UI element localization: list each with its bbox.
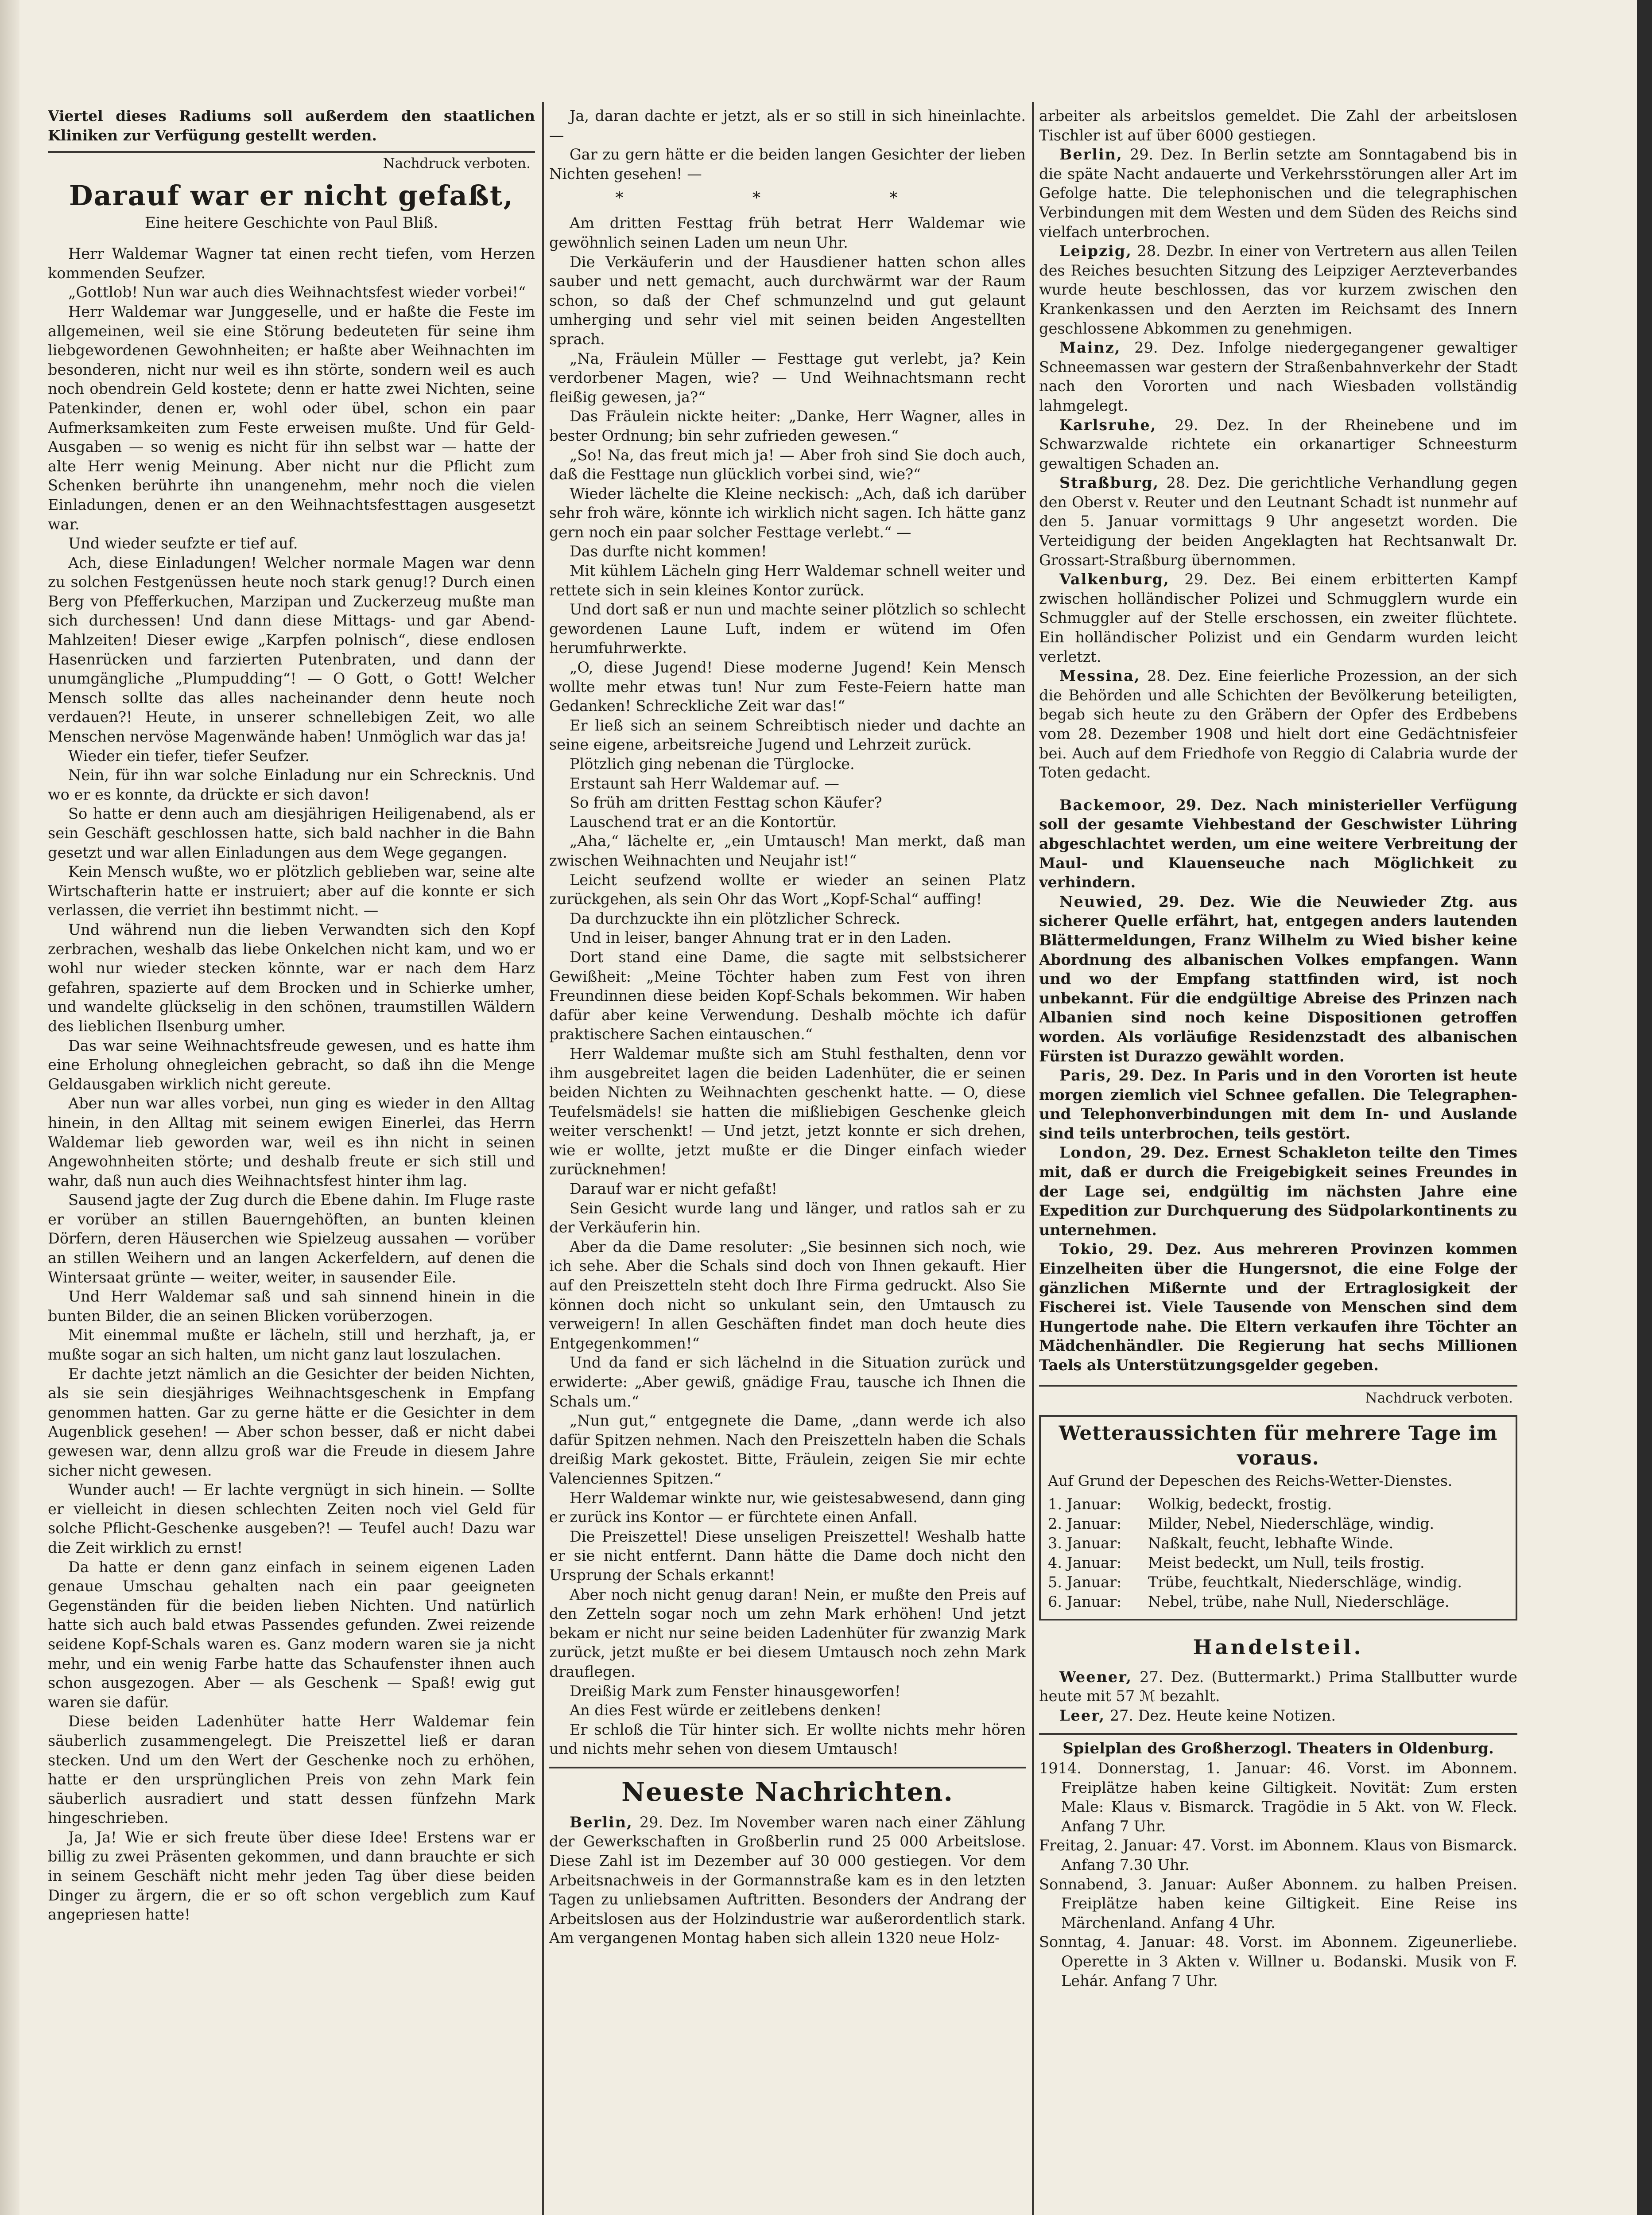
news-city: Leipzig, bbox=[1059, 242, 1132, 260]
weather-row bbox=[1045, 1573, 1511, 1592]
news-text: 29. Dez. Ernest Schakleton teilte den Times mit, daß er durch die Freigebigkeit seines Freundes in der Lage sei, endgültig im nächsten Jahre eine Expedition zur Durchquerung des Südpolarkontinents zu unternehmen. bbox=[1039, 1144, 1517, 1239]
news-text: 29. Dez. Aus mehreren Provinzen kommen Einzelheiten über die Hungersnot, die eine Folge der gänzlichen Mißernte und der Ertraglosigkeit der Fischerei ist. Viele Tausende von Menschen sind dem Hungertode nahe. Die Eltern verkaufen ihre Töchter an Mädchenhändler. Die Regierung hat sechs Millionen Taels als Unterstützungsgelder gegeben. bbox=[1039, 1240, 1517, 1374]
story-paragraph: Und dort saß er nun und machte seiner plötzlich so schlecht gewordenen Laune Luft, indem er wütend im Ofen herumfuhrwerkte. bbox=[549, 601, 1026, 657]
page-edge-right bbox=[1637, 0, 1652, 2215]
theater-entry: Sonnabend, 3. Januar: Außer Abonnem. zu halben Preisen. Freiplätze haben keine Giltigkeit. Eine Reise ins Märchenland. Anfang 4 Uhr. bbox=[1039, 1875, 1517, 1931]
radium-notice: Viertel dieses Radiums soll außerdem den staatlichen Kliniken zur Verfügung gestellt werden. bbox=[48, 107, 535, 144]
trade-city: Weener, bbox=[1059, 1668, 1132, 1686]
news-text: 29. Dez. In Berlin setzte am Sonntagabend bis in die späte Nacht andauerte und Verkehrsstörungen aller Art im Gefolge hatte. Die telephonischen und die telegraphischen Verbindungen mit dem Westen und dem Süden des Reichs sind vielfach unterbrochen. bbox=[1039, 146, 1517, 241]
story-paragraph: Gar zu gern hätte er die beiden langen Gesichter der lieben Nichten gesehen! — bbox=[549, 146, 1026, 183]
news-city: Straßburg, bbox=[1059, 474, 1159, 492]
news-item bbox=[1039, 241, 1517, 338]
story-paragraph: „O, diese Jugend! Diese moderne Jugend! Kein Mensch wollte mehr etwas tun! Nur zum Feste-Feiern hatte man Gedanken! Schreckliche Zeit war das!“ bbox=[549, 659, 1026, 715]
weather-forecast: Wolkig, bedeckt, frostig. bbox=[1148, 1495, 1332, 1513]
news-item bbox=[1039, 473, 1517, 570]
news-city: Backemoor, bbox=[1059, 796, 1167, 814]
story-paragraph: Wieder lächelte die Kleine neckisch: „Ach, daß ich darüber sehr froh wäre, könnte ich wirklich nicht sagen. Ich hätte ganz gern noch ein paar solcher Festtage verlebt.“ — bbox=[549, 485, 1026, 541]
weather-title: Wetteraussichten für mehrere Tage im voraus. bbox=[1059, 1422, 1498, 1469]
news-text: 28. Dez. Eine feierliche Prozession, an der sich die Behörden und alle Schichten der Bevölkerung beteiligten, begab sich heute zu den Gräbern der Opfer des Erdbebens vom 28. Dezember 1908 und hielt dort eine Gedächtnisfeier bei. Auch auf dem Friedhofe von Reggio di Calabria wurde der Toten gedacht. bbox=[1039, 667, 1517, 781]
reprint-notice: Nachdruck verboten. bbox=[383, 155, 531, 172]
weather-row bbox=[1045, 1514, 1511, 1534]
story-paragraph: Kein Mensch wußte, wo er plötzlich geblieben war, seine alte Wirtschafterin hatte er instruiert; aber auf die konnte er sich verlassen, die verriet ihn bestimmt nicht. — bbox=[48, 863, 535, 919]
weather-row bbox=[1045, 1553, 1511, 1573]
weather-intro: Auf Grund der Depeschen des Reichs-Wetter-Dienstes. bbox=[1048, 1472, 1453, 1489]
story-paragraph: Aber da die Dame resoluter: „Sie besinnen sich noch, wie ich sehe. Aber die Schals sind doch von Ihnen gekauft. Hier auf den Preiszetteln steht doch Ihre Firma gedruckt. Also Sie können doch nicht so unkulant sein, den Umtausch zu verweigern! In allen Geschäften findet man doch heute dies Entgegenkommen!“ bbox=[549, 1238, 1026, 1352]
news-city: Neuwied, bbox=[1059, 893, 1144, 910]
news-item bbox=[1039, 416, 1517, 474]
story-paragraph: So früh am dritten Festtag schon Käufer? bbox=[570, 794, 882, 812]
news-item-berlin bbox=[549, 1813, 1026, 1948]
story-paragraph: Herr Waldemar mußte sich am Stuhl festhalten, denn vor ihm ausgebreitet lagen die beiden Ladenhüter, die er seinen beiden Nichten zu Weihnachten geschenkt hatte. — O, diese Teufelsmädels! sie hatten die mißliebigen Geschenke gleich weiter verschenkt! — Und jetzt, jetzt konnte er sich drehen, wie er wollte, jetzt mußte er die Dinger einfach wieder zurücknehmen! bbox=[549, 1045, 1026, 1178]
story-paragraph: Das durfte nicht kommen! bbox=[570, 543, 767, 560]
column-rule-2 bbox=[1032, 102, 1034, 2215]
news-title: Neueste Nachrichten. bbox=[621, 1776, 954, 1807]
story-paragraph: Mit einemmal mußte er lächeln, still und herzhaft, ja, er mußte sogar an sich halten, um nicht ganz laut loszulachen. bbox=[48, 1326, 535, 1364]
story-title: Darauf war er nicht gefaßt, bbox=[69, 179, 514, 212]
news-text: 29. Dez. In der Rheinebene und im Schwarzwalde richtete ein orkanartiger Schneesturm gewaltigen Schaden an. bbox=[1039, 416, 1517, 472]
news-text: 29. Dez. Im November waren nach einer Zählung der Gewerkschaften in Großberlin rund 25 000 Arbeitslose. Diese Zahl ist im Dezember auf 30 000 gestiegen. Vor dem Arbeitsnachweis in der Gormannstraße kam es in den letzten Tagen zu unliebsamen Auftritten. Besonders der Andrang der Arbeitslosen aus der Holzindustrie war außerordentlich stark. Am vergangenen Montag haben sich allein 1320 neue Holz- bbox=[549, 1813, 1026, 1947]
story-paragraph: An dies Fest würde er zeitlebens denken! bbox=[570, 1702, 882, 1719]
story-paragraph: „Nun gut,“ entgegnete die Dame, „dann werde ich also dafür Spitzen nehmen. Nach den Preiszetteln haben die Schals dreißig Mark gekostet. Bitte, Fräulein, zeigen Sie mir echte Valenciennes Spitzen.“ bbox=[549, 1412, 1026, 1487]
story-paragraph: Er dachte jetzt nämlich an die Gesichter der beiden Nichten, als sie sein diesjähriges Weihnachtsgeschenk in Empfang genommen hatten. Gar zu gerne hätte er die Gesichter in dem Augenblick gesehen! — Aber schon besser, daß er nicht dabei gewesen war, denn allzu groß war die Freude in diesem Jahre sicher nicht gewesen. bbox=[48, 1365, 535, 1479]
weather-forecast: Trübe, feuchtkalt, Niederschläge, windig. bbox=[1148, 1573, 1462, 1591]
story-paragraph: „Gottlob! Nun war auch dies Weihnachtsfest wieder vorbei!“ bbox=[68, 284, 526, 301]
section-stars: * * * bbox=[615, 189, 960, 208]
bold-news-list bbox=[1039, 796, 1517, 1375]
weather-forecast: Nebel, trübe, nahe Null, Niederschläge. bbox=[1148, 1593, 1450, 1610]
news-city: Valkenburg, bbox=[1059, 571, 1170, 588]
story-paragraph: Nein, für ihn war solche Einladung nur ein Schrecknis. Und wo er es konnte, da drückte er sich davon! bbox=[48, 766, 535, 803]
weather-forecast: Milder, Nebel, Niederschläge, windig. bbox=[1148, 1515, 1435, 1532]
story-paragraph: Diese beiden Ladenhüter hatte Herr Waldemar fein säuberlich zusammengelegt. Die Preiszettel ließ er daran stecken. Und um den Wert der Geschenke noch zu erhöhen, hatte er den ursprünglichen Preis von zehn Mark fein säuberlich ausradiert und statt dessen fünfzehn Mark hingeschrieben. bbox=[48, 1713, 535, 1827]
story-paragraph: Erstaunt sah Herr Waldemar auf. — bbox=[570, 774, 839, 792]
story-paragraph: Aber nun war alles vorbei, nun ging es wieder in den Alltag hinein, in den Alltag mit seinem ewigen Einerlei, das Herrn Waldemar lieb geworden war, weil es ihn nicht in seinen Angewohnheiten störte; und deshalb freute er sich still und wahr, daß nun auch dies Weihnachtsfest hinter ihm lag. bbox=[48, 1095, 535, 1189]
news-text: 28. Dez. Die gerichtliche Verhandlung gegen den Oberst v. Reuter und den Leutnant Schadt ist nunmehr auf den 5. Januar vormittags 9 Uhr angesetzt worden. Die Verteidigung der beiden Angeklagten hat Rechtsanwalt Dr. Grossart-Straßburg übernommen. bbox=[1039, 474, 1517, 569]
weather-row bbox=[1045, 1592, 1511, 1612]
story-paragraph: Da hatte er denn ganz einfach in seinem eigenen Laden genaue Umschau gehalten nach ein paar geeigneten Gegenständen für die beiden lieben Nichten. Und natürlich hatte sich auch bald etwas Passendes gefunden. Zwei reizende seidene Kopf-Schals waren es. Ganz modern waren sie ja nicht mehr, und ein wenig Farbe hatte das Schaufenster ihnen auch schon ausgezogen. Aber — als Geschenk — Spaß! ewig gut waren sie dafür. bbox=[48, 1558, 535, 1711]
news-item bbox=[1039, 1143, 1517, 1240]
theater-rule bbox=[1039, 1733, 1517, 1735]
story-paragraph: Das war seine Weihnachtsfreude gewesen, und es hatte ihm eine Erholung ohnegleichen gebracht, so daß ihn die Menge Geldausgaben wirklich nicht gereute. bbox=[48, 1037, 535, 1093]
trade-city: Leer, bbox=[1059, 1706, 1105, 1724]
weather-rule bbox=[1039, 1385, 1517, 1387]
story-paragraph: Darauf war er nicht gefaßt! bbox=[570, 1180, 777, 1198]
story-paragraph: Ja, Ja! Wie er sich freute über diese Idee! Erstens war er billig zu zwei Präsenten gekommen, und dann brauchte er sich in seinem Geschäft nicht mehr jeden Tag über diese beiden Dinger zu ärgern, die er so oft schon vergeblich zum Kauf angepriesen hatte! bbox=[48, 1828, 535, 1924]
news-item bbox=[1039, 1240, 1517, 1375]
story-paragraph: Dreißig Mark zum Fenster hinausgeworfen! bbox=[570, 1682, 901, 1700]
story-paragraph: Und da fand er sich lächelnd in die Situation zurück und erwiderte: „Aber gewiß, gnädige Frau, tausche ich Ihnen die Schals um.“ bbox=[549, 1354, 1026, 1410]
theater-entry: Sonntag, 4. Januar: 48. Vorst. im Abonnem. Zigeunerliebe. Operette in 3 Akten v. Willner u. Bodanski. Musik von F. Lehár. Anfang 7 Uhr. bbox=[1039, 1933, 1517, 1990]
news-item bbox=[1039, 1066, 1517, 1143]
weather-day: 4. Januar: bbox=[1048, 1554, 1122, 1571]
news-item bbox=[1039, 570, 1517, 666]
weather-forecast: Naßkalt, feucht, lebhafte Winde. bbox=[1148, 1534, 1394, 1552]
story-paragraph: Er schloß die Tür hinter sich. Er wollte nichts mehr hören und nichts mehr sehen von diesem Umtausch! bbox=[549, 1721, 1026, 1758]
news-text: 29. Dez. In Paris und in den Vororten ist heute morgen ziemlich viel Schnee gefallen. Die Telegraphen- und Telephonverbindungen mit dem In- und Auslande sind teils unterbrochen, teils gestört. bbox=[1039, 1067, 1517, 1142]
news-city: Berlin, bbox=[1059, 146, 1123, 163]
story-paragraph: Lauschend trat er an die Kontortür. bbox=[570, 813, 837, 831]
story-paragraph: Und Herr Waldemar saß und sah sinnend hinein in die bunten Bilder, die an seinen Blicken vorüberzogen. bbox=[48, 1288, 535, 1325]
news-text: 28. Dezbr. In einer von Vertretern aus allen Teilen des Reiches besuchten Sitzung des Leipziger Aerzteverbandes wurde heute beschlossen, das vor kurzem zwischen den Krankenkassen und den Aerzten im Reichsamt des Innern geschlossene Abkommen zu genehmigen. bbox=[1039, 242, 1517, 337]
story-paragraph: Am dritten Festtag früh betrat Herr Waldemar wie gewöhnlich seinen Laden um neun Uhr. bbox=[549, 214, 1026, 251]
page-gutter-left bbox=[0, 0, 19, 2215]
story-paragraph: Herr Waldemar war Junggeselle, und er haßte die Feste im allgemeinen, weil sie eine Störung bedeuteten für seine ihm liebgewordenen Gewohnheiten; er haßte aber Weihnachten im besonderen, nicht nur weil es ihn störte, sondern weil es auch noch obendrein Geld kostete; denn er hatte zwei Nichten, seine Patenkinder, denen er, wohl oder übel, schon ein paar Aufmerksamkeiten zum Feste erweisen mußte. Und für Geld-Ausgaben — so wenig es nicht für ihn selbst war — hatte der alte Herr wenig Meinung. Aber nicht nur die Pflicht zum Schenken berührte ihn unangenehm, mehr noch die vielen Einladungen, denen er an den Weihnachtsfesttagen ausgesetzt war. bbox=[48, 303, 535, 533]
story-paragraph: Er ließ sich an seinem Schreibtisch nieder und dachte an seine eigene, arbeitsreiche Jugend und Lehrzeit zurück. bbox=[549, 716, 1026, 754]
story-paragraph: Da durchzuckte ihn ein plötzlicher Schreck. bbox=[570, 909, 900, 927]
weather-day: 2. Januar: bbox=[1048, 1515, 1122, 1532]
story-paragraph: Leicht seufzend wollte er wieder an seinen Platz zurückgehen, als sein Ohr das Wort „Kopf-Schal“ auffing! bbox=[549, 871, 1026, 908]
column-rule-1 bbox=[542, 102, 544, 2215]
news-item bbox=[1039, 892, 1517, 1066]
theater-title: Spielplan des Großherzogl. Theaters in Oldenburg. bbox=[1063, 1740, 1494, 1758]
reprint-notice: Nachdruck verboten. bbox=[1365, 1390, 1513, 1406]
story-paragraph: Und wieder seufzte er tief auf. bbox=[68, 535, 298, 552]
news-city: London, bbox=[1059, 1144, 1133, 1162]
news-rule-top bbox=[549, 1767, 1026, 1768]
column-1 bbox=[48, 106, 535, 2215]
story-paragraph: „Na, Fräulein Müller — Festtage gut verlebt, ja? Kein verdorbener Magen, wie? — Und Weihnachtsmann recht fleißig gewesen, ja?“ bbox=[549, 350, 1026, 406]
story-subtitle: Eine heitere Geschichte von Paul Bliß. bbox=[144, 214, 438, 232]
trade-text: 27. Dez. Heute keine Notizen. bbox=[1109, 1706, 1336, 1724]
story-paragraph: Herr Waldemar Wagner tat einen recht tiefen, vom Herzen kommenden Seufzer. bbox=[48, 245, 535, 282]
story-paragraph: Und in leiser, banger Ahnung trat er in den Laden. bbox=[570, 929, 952, 947]
story-paragraph: „Aha,“ lächelte er, „ein Umtausch! Man merkt, daß man zwischen Weihnachten und Neujahr ist!“ bbox=[549, 832, 1026, 869]
column-2 bbox=[549, 106, 1026, 2215]
story-paragraph: Dort stand eine Dame, die sagte mit selbstsicherer Gewißheit: „Meine Töchter haben zum Fest von ihren Freundinnen diese beiden Kopf-Schals bekommen. Wir haben dafür aber keine Verwendung. Deshalb möchte ich dafür praktischere Sachen eintauschen.“ bbox=[549, 948, 1026, 1043]
story-paragraph: Sein Gesicht wurde lang und länger, und ratlos sah er zu der Verkäuferin hin. bbox=[549, 1199, 1026, 1236]
news-text: 29. Dez. Nach ministerieller Verfügung soll der gesamte Viehbestand der Geschwister Lühring abgeschlachtet werden, um eine weitere Verbreitung der Maul- und Klauenseuche nach Möglichkeit zu verhindern. bbox=[1039, 796, 1517, 891]
story-paragraph: Herr Waldemar winkte nur, wie geistesabwesend, dann ging er zurück ins Kontor — er fürchtete einen Anfall. bbox=[549, 1489, 1026, 1526]
story-body bbox=[48, 244, 535, 1924]
notice-rule bbox=[48, 151, 535, 153]
weather-row bbox=[1045, 1495, 1511, 1514]
trade-list bbox=[1039, 1667, 1517, 1725]
weather-box bbox=[1039, 1415, 1517, 1620]
story-paragraph: Wieder ein tiefer, tiefer Seufzer. bbox=[68, 747, 310, 765]
story-paragraph: Die Preiszettel! Diese unseligen Preiszettel! Weshalb hatte er sie nicht entfernt. Dann hätte die Dame doch nicht den Ursprung der Schals erkannt! bbox=[549, 1527, 1026, 1584]
story-paragraph: Sausend jagte der Zug durch die Ebene dahin. Im Fluge raste er vorüber an stillen Bauerngehöften, an bunten kleinen Dörfern, deren Häuserchen wie Spielzeug aussahen — vorüber an stillen Weihern und an langen Ackerfeldern, auf denen die Wintersaat grünte — weiter, weiter, in sausender Eile. bbox=[48, 1191, 535, 1286]
story-paragraph: Ach, diese Einladungen! Welcher normale Magen war denn zu solchen Festgenüssen heute noch stark genug!? Durch einen Berg von Pfefferkuchen, Marzipan und Zuckerzeug mußte man sich durchessen! Und dann diese Mittags- und gar Abend-Mahlzeiten! Dieser ewige „Karpfen polnisch“, diese endlosen Hasenrücken und farzierten Putenbraten, und dann der unumgängliche „Plumpudding“! — O Gott, o Gott! Welcher Mensch sollte das alles nacheinander denn heute noch verdauen?! Heute, in unserer schnellebigen Zeit, wo alle Menschen nervöse Magenwände haben! Unmöglich war das ja! bbox=[48, 554, 535, 746]
trade-item bbox=[1039, 1667, 1517, 1706]
weather-day: 5. Januar: bbox=[1048, 1573, 1122, 1591]
story-paragraph: Plötzlich ging nebenan die Türglocke. bbox=[570, 755, 855, 773]
trade-text: 27. Dez. (Buttermarkt.) Prima Stallbutter wurde heute mit 57 ℳ bezahlt. bbox=[1039, 1668, 1517, 1705]
news-item bbox=[1039, 666, 1517, 782]
news-city: Berlin, bbox=[570, 1813, 633, 1831]
story-paragraph: Mit kühlem Lächeln ging Herr Waldemar schnell weiter und rettete sich in sein kleines Kontor zurück. bbox=[549, 562, 1026, 599]
news-item bbox=[1039, 338, 1517, 415]
story-paragraph: „So! Na, das freut mich ja! — Aber froh sind Sie doch auch, daß die Festtage nun glücklich vorbei sind, wie?“ bbox=[549, 446, 1026, 483]
news-item bbox=[1039, 145, 1517, 241]
theater-entry: Freitag, 2. Januar: 47. Vorst. im Abonnem. Klaus von Bismarck. Anfang 7.30 Uhr. bbox=[1039, 1837, 1517, 1873]
weather-forecast: Meist bedeckt, um Null, teils frostig. bbox=[1148, 1554, 1425, 1571]
news-city: Karlsruhe, bbox=[1059, 416, 1157, 434]
news-list bbox=[1039, 145, 1517, 782]
story-paragraph: So hatte er denn auch am diesjährigen Heiligenabend, als er sein Geschäft geschlossen hatte, sich bald nachher in die Bahn gesetzt und war allen Einladungen aus dem Wege gegangen. bbox=[48, 805, 535, 861]
weather-row bbox=[1045, 1534, 1511, 1553]
story-paragraph: Ja, daran dachte er jetzt, als er so still in sich hineinlachte. — bbox=[549, 107, 1026, 144]
news-city: Tokio, bbox=[1059, 1240, 1115, 1258]
news-city: Mainz, bbox=[1059, 339, 1121, 357]
column-3 bbox=[1039, 106, 1517, 2215]
story-paragraph: Aber noch nicht genug daran! Nein, er mußte den Preis auf den Zetteln sogar noch um zehn Mark erhöhen! Und jetzt bekam er nicht nur seine beiden Ladenhüter für zwanzig Mark zurück, jetzt mußte er bei diesem Umtausch noch zehn Mark drauflegen. bbox=[549, 1585, 1026, 1680]
story-paragraph: Die Verkäuferin und der Hausdiener hatten schon alles sauber und nett gemacht, auch durchwärmt war der Raum schon, so daß der Chef schmunzelnd und gut gelaunt umherging und sehr viel mit seinen beiden Angestellten sprach. bbox=[549, 253, 1026, 348]
news-item bbox=[1039, 796, 1517, 892]
news-text: 29. Dez. Infolge niedergegangener gewaltiger Schneemassen war gestern der Straßenbahnverkehr der Stadt nach den Vororten und nach Wiesbaden vollständig lahmgelegt. bbox=[1039, 339, 1517, 414]
weather-day: 3. Januar: bbox=[1048, 1534, 1122, 1552]
story-paragraph: Und während nun die lieben Verwandten sich den Kopf zerbrachen, weshalb das liebe Onkelchen nicht kam, und wo er wohl nur wieder stecken könnte, war er nach dem Harz gefahren, spazierte auf dem Brocken und in Schierke umher, und wandelte glückselig in den schönen, traumstillen Wäldern des lieblichen Ilsenburg umher. bbox=[48, 921, 535, 1035]
weather-day: 6. Januar: bbox=[1048, 1593, 1122, 1610]
news-city: Messina, bbox=[1059, 667, 1140, 685]
theater-entry: 1914. Donnerstag, 1. Januar: 46. Vorst. im Abonnem. Freiplätze haben keine Giltigkeit. Novität: Zum ersten Male: Klaus v. Bismarck. Tragödie in 5 Akt. von W. Fleck. Anfang 7 Uhr. bbox=[1039, 1759, 1517, 1835]
trade-title: Handelsteil. bbox=[1193, 1635, 1364, 1659]
news-city: Paris, bbox=[1059, 1067, 1112, 1084]
news-text: 29. Dez. Wie die Neuwieder Ztg. aus sicherer Quelle erfährt, hat, entgegen anders lautenden Blättermeldungen, Franz Wilhelm zu Wied bisher keine Abordnung des albanischen Volkes empfangen. Wann und wo der Empfang stattfinden wird, ist noch unbekannt. Für die endgültige Abreise des Prinzen nach Albanien sind noch keine Dispositionen getroffen worden. Als vorläufige Residenzstadt des albanischen Fürsten ist Durazzo gewählt worden. bbox=[1039, 893, 1517, 1065]
story-continuation bbox=[549, 106, 1026, 1759]
trade-item bbox=[1039, 1706, 1517, 1725]
theater-schedule bbox=[1039, 1739, 1517, 1990]
story-paragraph: Wunder auch! — Er lachte vergnügt in sich hinein. — Sollte er vielleicht in diesen schlechten Zeiten noch viel Geld für solche Pflicht-Geschenke ausgeben?! — Teufel auch! Dazu war die Zeit wirklich zu ernst! bbox=[48, 1481, 535, 1556]
news-continuation: arbeiter als arbeitslos gemeldet. Die Zahl der arbeitslosen Tischler ist auf über 6000 gestiegen. bbox=[1039, 107, 1517, 144]
news-text: 29. Dez. Bei einem erbitterten Kampf zwischen holländischer Polizei und Schmugglern wurde ein Schmuggler auf der Stelle erschossen, ein zweiter flüchtete. Ein holländischer Polizist und ein Gendarm wurden leicht verletzt. bbox=[1039, 571, 1517, 665]
weather-day: 1. Januar: bbox=[1048, 1495, 1122, 1513]
story-paragraph: Das Fräulein nickte heiter: „Danke, Herr Wagner, alles in bester Ordnung; bin sehr zufrieden gewesen.“ bbox=[549, 408, 1026, 444]
